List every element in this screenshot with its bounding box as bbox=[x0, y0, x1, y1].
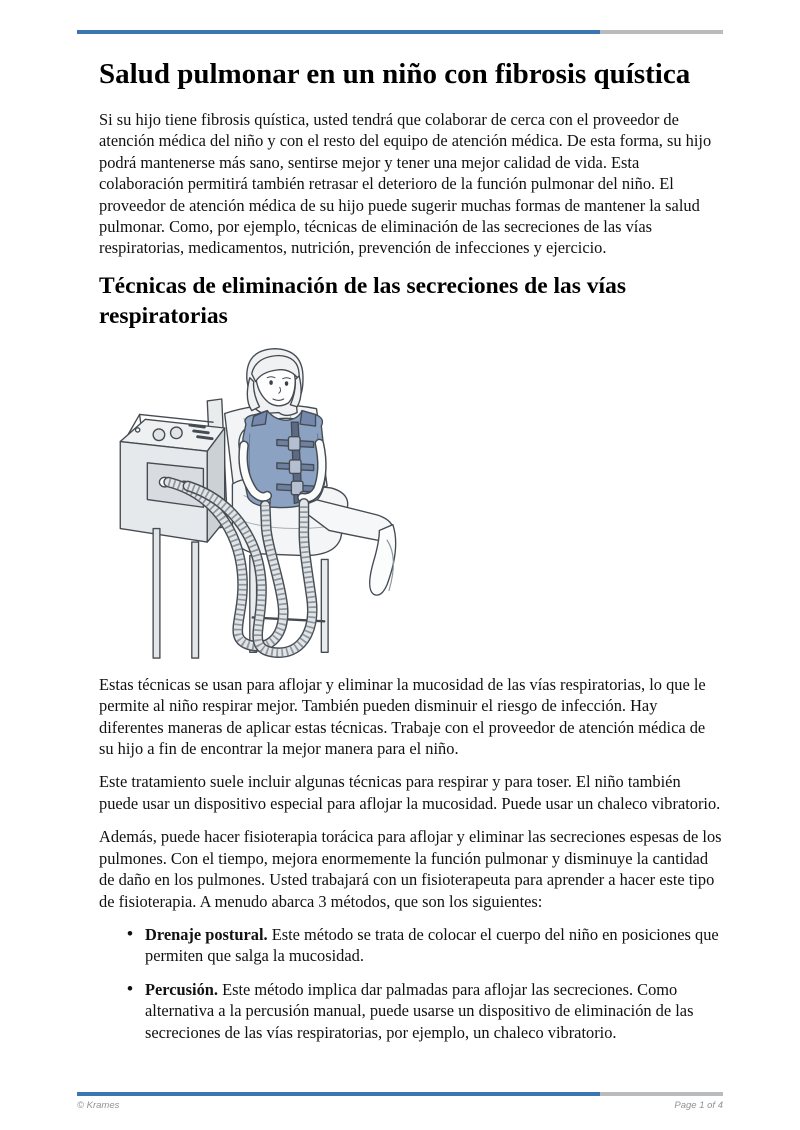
bullet-text: Este método implica dar palmadas para aflojar las secreciones. Como alternativa a la percusión manual, puede usarse un dispositivo de eliminación de las secreciones de las vías respiratorias, por ejemplo, un chaleco vibratorio. bbox=[145, 979, 694, 1042]
page-title: Salud pulmonar en un niño con fibrosis quística bbox=[99, 58, 691, 90]
section-heading: Técnicas de eliminación de las secreciones de las vías respiratorias bbox=[99, 272, 626, 329]
bullet-text: Este método se trata de colocar el cuerpo del niño en posiciones que permiten que salga la mucosidad. bbox=[145, 924, 719, 966]
therapy-illustration bbox=[99, 341, 723, 660]
paragraph-intro: Si su hijo tiene fibrosis quística, usted tendrá que colaborar de cerca con el proveedor de atención médica del niño y con el resto del equipo de atención médica. De esta forma, su hijo podrá mantenerse más sano, sentirse mejor y tener una mejor calidad de vida. Esta colaboración permitirá también retrasar el deterioro de la función pulmonar del niño. El proveedor de atención médica de su hijo puede sugerir muchas formas de mantener la salud pulmonar. Como, por ejemplo, técnicas de eliminación de las secreciones de las vías respiratorias, medicamentos, nutrición, prevención de infecciones y ejercicio. bbox=[99, 110, 712, 258]
vest-machine bbox=[120, 414, 224, 658]
paragraph-physio: Además, puede hacer fisioterapia torácica para aflojar y eliminar las secreciones espesas de los pulmones. Con el tiempo, mejora enormemente la función pulmonar y disminuye la cantidad de daño en los pulmones. Usted trabajará con un fisioterapeuta para aprender a hacer este tipo de fisioterapia. A menudo abarca 3 métodos, que son los siguientes: bbox=[99, 827, 722, 911]
methods-list bbox=[99, 924, 723, 1043]
footer bbox=[77, 1100, 723, 1111]
bullet-lead: Percusión. bbox=[145, 979, 218, 999]
page-number: Page 1 of 4 bbox=[674, 1100, 723, 1111]
list-item-drenaje bbox=[99, 924, 723, 967]
footer-rule-blue bbox=[77, 1092, 600, 1096]
paragraph-techniques: Estas técnicas se usan para aflojar y eliminar la mucosidad de las vías respiratorias, lo que le permite al niño respirar mejor. También pueden disminuir el riesgo de infección. Hay diferentes maneras de aplicar estas técnicas. Trabaje con el proveedor de atención médica de su hijo a fin de encontrar la mejor manera para el niño. bbox=[99, 674, 706, 759]
footer-rule bbox=[77, 1092, 723, 1096]
bullet-lead: Drenaje postural. bbox=[145, 924, 268, 944]
document-content bbox=[99, 34, 723, 1055]
copyright-text: © Krames bbox=[77, 1100, 120, 1111]
footer-rule-gray bbox=[600, 1092, 723, 1096]
paragraph-treatment: Este tratamiento suele incluir algunas técnicas para respirar y para toser. El niño también puede usar un dispositivo especial para aflojar la mucosidad. Puede usar un chaleco vibratorio. bbox=[99, 772, 721, 813]
list-item-percusion bbox=[99, 979, 723, 1043]
